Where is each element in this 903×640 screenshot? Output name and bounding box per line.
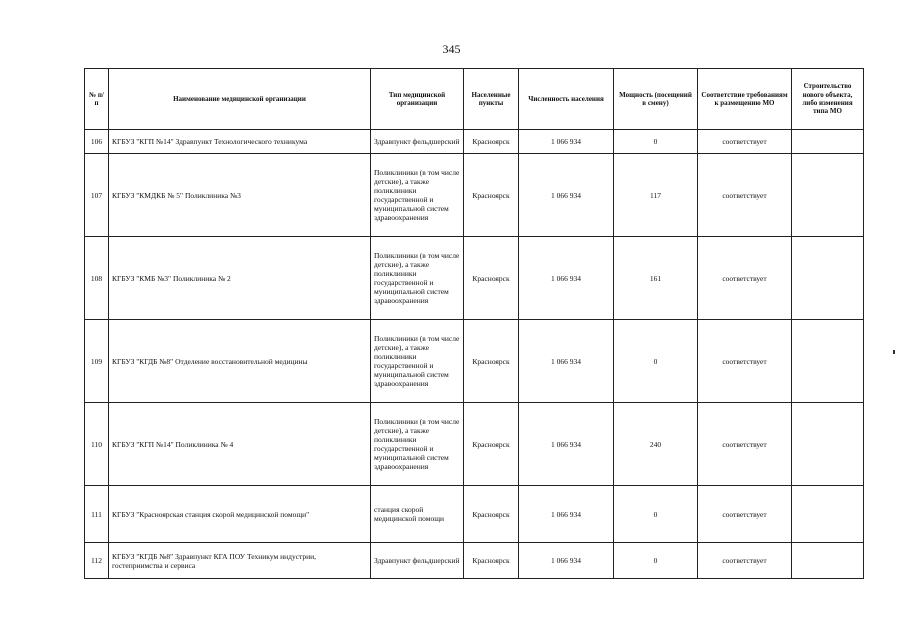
scan-artifact-mark bbox=[893, 350, 895, 354]
header-num: № п/п bbox=[85, 69, 109, 130]
population: 1 066 934 bbox=[519, 130, 614, 154]
table-row bbox=[85, 403, 864, 486]
organization-name: КГБУЗ "КГДБ №8" Отделение восстановительной медицины bbox=[109, 320, 371, 403]
header-type: Тип медицинской организации bbox=[371, 69, 464, 130]
header-settlements: Населенные пункты bbox=[464, 69, 519, 130]
table-row bbox=[85, 154, 864, 237]
organization-name: КГБУЗ "КГДБ №8" Здравпункт КГА ПОУ Техникум индустрии, гостеприимства и сервиса bbox=[109, 543, 371, 579]
construction bbox=[792, 237, 864, 320]
capacity: 0 bbox=[614, 320, 698, 403]
capacity: 0 bbox=[614, 486, 698, 543]
construction bbox=[792, 403, 864, 486]
row-num: 106 bbox=[85, 130, 109, 154]
construction bbox=[792, 130, 864, 154]
capacity: 240 bbox=[614, 403, 698, 486]
row-num: 108 bbox=[85, 237, 109, 320]
construction bbox=[792, 154, 864, 237]
table-row bbox=[85, 237, 864, 320]
compliance: соответствует bbox=[698, 543, 792, 579]
settlement: Красноярск bbox=[464, 130, 519, 154]
organization-name: КГБУЗ "КГП №14" Здравпункт Технологического техникума bbox=[109, 130, 371, 154]
settlement: Красноярск bbox=[464, 486, 519, 543]
table-header-row bbox=[85, 69, 864, 130]
table-row bbox=[85, 486, 864, 543]
page-number: 345 bbox=[442, 42, 461, 56]
population: 1 066 934 bbox=[519, 320, 614, 403]
header-population: Численность населения bbox=[519, 69, 614, 130]
row-num: 110 bbox=[85, 403, 109, 486]
row-num: 112 bbox=[85, 543, 109, 579]
compliance: соответствует bbox=[698, 320, 792, 403]
header-construction: Строительство нового объекта, либо изменения типа МО bbox=[792, 69, 864, 130]
population: 1 066 934 bbox=[519, 403, 614, 486]
compliance: соответствует bbox=[698, 486, 792, 543]
organization-type: Поликлиники (в том числе детские), а также поликлиники государственной и муниципальной систем здравоохранения bbox=[371, 403, 464, 486]
row-num: 107 bbox=[85, 154, 109, 237]
organization-type: Поликлиники (в том числе детские), а также поликлиники государственной и муниципальной систем здравоохранения bbox=[371, 154, 464, 237]
settlement: Красноярск bbox=[464, 237, 519, 320]
table-row bbox=[85, 320, 864, 403]
settlement: Красноярск bbox=[464, 154, 519, 237]
compliance: соответствует bbox=[698, 403, 792, 486]
organization-name: КГБУЗ "КГП №14" Поликлиника № 4 bbox=[109, 403, 371, 486]
table-row bbox=[85, 543, 864, 579]
settlement: Красноярск bbox=[464, 403, 519, 486]
medical-organizations-table bbox=[84, 68, 864, 579]
construction bbox=[792, 543, 864, 579]
organization-type: Здравпункт фельдшерский bbox=[371, 543, 464, 579]
capacity: 0 bbox=[614, 543, 698, 579]
capacity: 161 bbox=[614, 237, 698, 320]
header-compliance: Соответствие требованиям к размещению МО bbox=[698, 69, 792, 130]
organization-type: Поликлиники (в том числе детские), а также поликлиники государственной и муниципальной систем здравоохранения bbox=[371, 320, 464, 403]
population: 1 066 934 bbox=[519, 154, 614, 237]
settlement: Красноярск bbox=[464, 320, 519, 403]
construction bbox=[792, 486, 864, 543]
settlement: Красноярск bbox=[464, 543, 519, 579]
population: 1 066 934 bbox=[519, 486, 614, 543]
construction bbox=[792, 320, 864, 403]
row-num: 111 bbox=[85, 486, 109, 543]
capacity: 117 bbox=[614, 154, 698, 237]
compliance: соответствует bbox=[698, 130, 792, 154]
organization-type: Поликлиники (в том числе детские), а также поликлиники государственной и муниципальной систем здравоохранения bbox=[371, 237, 464, 320]
header-capacity: Мощность (посещений в смену) bbox=[614, 69, 698, 130]
organization-name: КГБУЗ "КМБ №3" Поликлиника № 2 bbox=[109, 237, 371, 320]
population: 1 066 934 bbox=[519, 237, 614, 320]
organization-type: Здравпункт фельдшерский bbox=[371, 130, 464, 154]
compliance: соответствует bbox=[698, 237, 792, 320]
organization-name: КГБУЗ "КМДКБ № 5" Поликлиника №3 bbox=[109, 154, 371, 237]
organization-name: КГБУЗ "Красноярская станция скорой медицинской помощи" bbox=[109, 486, 371, 543]
table-row bbox=[85, 130, 864, 154]
header-name: Наименование медицинской организации bbox=[109, 69, 371, 130]
population: 1 066 934 bbox=[519, 543, 614, 579]
compliance: соответствует bbox=[698, 154, 792, 237]
organization-type: станция скорой медицинской помощи bbox=[371, 486, 464, 543]
capacity: 0 bbox=[614, 130, 698, 154]
row-num: 109 bbox=[85, 320, 109, 403]
